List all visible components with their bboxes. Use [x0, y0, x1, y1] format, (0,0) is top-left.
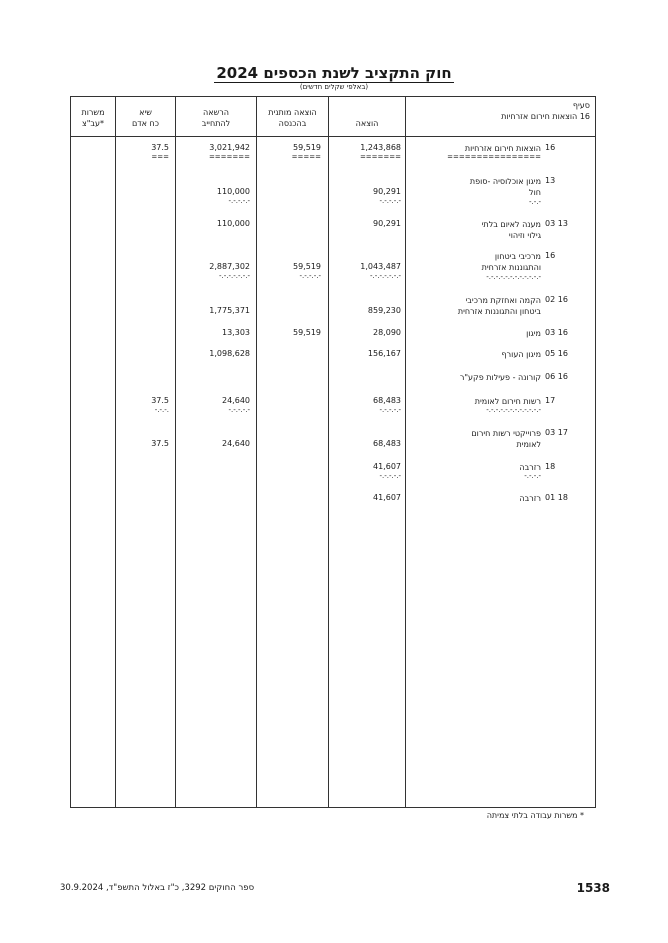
section-label: ביטחון והתגוננות אזרחית — [457, 307, 541, 316]
expense-value: 1,043,487 — [360, 262, 401, 271]
manpower-value: 37.5 — [151, 143, 169, 152]
label-underline: -.-.-.-.-.-.-.-.-.-.-.- — [486, 406, 541, 414]
expense-value: 41,607 — [373, 493, 401, 502]
expense-value: 68,483 — [373, 439, 401, 448]
label-underline: -.-.-.-.-.-.-.-.-.-.-.- — [486, 273, 541, 281]
section-code: 16 03 — [545, 328, 568, 337]
section-code: 16 — [545, 143, 556, 152]
column-divider — [328, 96, 329, 808]
commitment-value: 2,887,302 — [209, 262, 250, 271]
section-label: מיגון אוכלוסיה -סופת — [469, 177, 541, 186]
column-divider — [405, 96, 406, 808]
conditional-value: 59,519 — [293, 143, 321, 152]
section-label: הוצאות חירום אזרחיות — [464, 144, 541, 153]
expense-value: 859,230 — [367, 306, 401, 315]
footnote: * משרות עבודה בלתי צמיתה — [486, 811, 584, 820]
section-label: לאומית — [516, 440, 541, 449]
expense-value: 68,483 — [373, 396, 401, 405]
conditional-value: 59,519 — [293, 262, 321, 271]
section-label: רזרבה — [519, 494, 541, 503]
manpower-value: 37.5 — [151, 439, 169, 448]
section-label: חול — [529, 188, 541, 197]
column-divider — [175, 96, 176, 808]
expense-underline: ======= — [359, 153, 401, 161]
expense-underline: -.-.-.-.-.-.- — [369, 272, 401, 280]
commitment-value: 110,000 — [216, 219, 250, 228]
section-code: 18 — [545, 462, 556, 471]
conditional-value: 59,519 — [293, 328, 321, 337]
commitment-value: 1,098,628 — [209, 349, 250, 358]
commitment-value: 24,640 — [222, 439, 250, 448]
section-label: רשות חירום לאומית — [474, 397, 541, 406]
section-code: 13 03 — [545, 219, 568, 228]
section-label: גילוי וזיהוי — [508, 231, 541, 240]
expense-value: 156,167 — [367, 349, 401, 358]
footer-publication: ספר החוקים 3292, כ"ז באלול התשפ"ד, 30.9.2024 — [60, 883, 255, 893]
section-label: מיגון העורף — [501, 350, 541, 359]
label-underline: -.-.-.- — [524, 472, 541, 480]
section-label: והתגוננות אזרחית — [481, 263, 541, 272]
commitment-value: 24,640 — [222, 396, 250, 405]
header-divider — [70, 136, 596, 137]
section-label: מיגון — [526, 329, 541, 338]
column-divider — [115, 96, 116, 808]
page-title: חוק התקציב לשנת הכספים 2024 — [216, 64, 452, 82]
header-conditional: הוצאה מותנית בהכנסה — [268, 108, 317, 128]
header-staff: משרות עב"צ* — [81, 108, 105, 128]
commitment-underline: -.-.-.-.- — [228, 406, 250, 414]
commitment-underline: -.-.-.-.- — [228, 197, 250, 205]
header-section: סעיף 16 הוצאות חירום אזרחיות — [501, 101, 590, 121]
commitment-value: 3,021,942 — [209, 143, 250, 152]
expense-value: 28,090 — [373, 328, 401, 337]
label-underline: -.-.- — [528, 198, 541, 206]
section-code: 18 01 — [545, 493, 568, 502]
commitment-value: 13,303 — [222, 328, 250, 337]
section-code: 13 — [545, 176, 556, 185]
conditional-underline: ===== — [291, 153, 321, 161]
commitment-underline: ======= — [208, 153, 250, 161]
expense-underline: -.-.-.-.- — [379, 197, 401, 205]
section-code: 16 — [545, 251, 556, 260]
section-code: 16 06 — [545, 372, 568, 381]
commitment-value: 1,775,371 — [209, 306, 250, 315]
commitment-underline: -.-.-.-.-.-.- — [218, 272, 250, 280]
manpower-underline: -.-.-. — [154, 406, 169, 414]
header-commitment: הרשאה להתחייב — [201, 108, 231, 128]
section-label: רזרבה — [519, 463, 541, 472]
expense-underline: -.-.-.-.- — [379, 472, 401, 480]
section-label: קורונה - פעילות פקע"ר — [459, 373, 541, 382]
section-code: 17 — [545, 396, 556, 405]
column-divider — [256, 96, 257, 808]
section-label: הקמה ואחזקת מרכיבי — [465, 296, 541, 305]
section-code: 17 03 — [545, 428, 568, 437]
page-subtitle: (באלפי שקלים חדשים) — [299, 83, 369, 91]
expense-value: 90,291 — [373, 219, 401, 228]
expense-value: 90,291 — [373, 187, 401, 196]
section-code: 16 05 — [545, 349, 568, 358]
section-code: 16 02 — [545, 295, 568, 304]
section-label: מענה לאיום בלתי — [481, 220, 541, 229]
section-label: פרוייקטי רשות חירום — [471, 429, 541, 438]
section-label: מרכיבי ביטחון — [494, 252, 541, 261]
label-underline: ================ — [447, 153, 541, 161]
page-number: 1538 — [576, 881, 610, 895]
expense-value: 41,607 — [373, 462, 401, 471]
header-expense: הוצאה — [355, 119, 379, 128]
expense-value: 1,243,868 — [360, 143, 401, 152]
commitment-value: 110,000 — [216, 187, 250, 196]
manpower-underline: === — [151, 153, 169, 161]
header-manpower: שיא כח אדם — [131, 108, 160, 128]
conditional-underline: -.-.-.-.- — [299, 272, 321, 280]
manpower-value: 37.5 — [151, 396, 169, 405]
expense-underline: -.-.-.-.- — [379, 406, 401, 414]
